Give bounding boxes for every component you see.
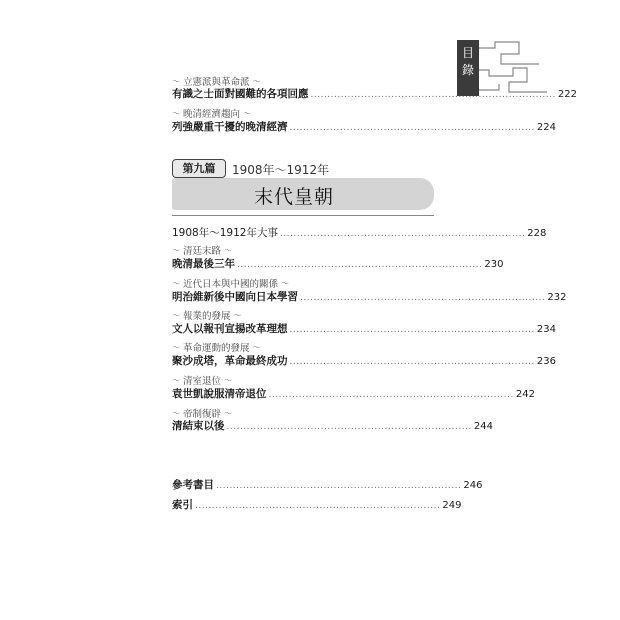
toc-entry[interactable] <box>172 340 556 368</box>
entry-line <box>172 86 577 101</box>
entry-section-label: 報業的發展 <box>183 311 231 322</box>
entry-line <box>172 289 567 304</box>
leader-dots: ......................................................................... <box>289 357 535 367</box>
entry-section <box>172 373 232 387</box>
part-title: 末代皇朝 <box>254 186 335 208</box>
ornament-icon: 〜 <box>224 408 233 418</box>
leader-dots: ......................................................................... <box>237 260 483 270</box>
entry-page: 224 <box>536 122 556 133</box>
toc-tab <box>457 40 479 96</box>
ornament-icon: 〜 <box>252 76 261 86</box>
toc-entry[interactable] <box>172 477 483 491</box>
entry-section <box>172 308 242 322</box>
entry-page: 244 <box>473 421 493 432</box>
part-label: 第九篇 <box>172 159 226 178</box>
ornament-icon: 〜 <box>172 408 180 418</box>
ornament-icon: 〜 <box>172 310 180 320</box>
entry-line <box>172 321 556 336</box>
entry-title: 有識之士面對國難的各項回應 <box>172 88 309 100</box>
entry-title: 清結束以後 <box>172 420 225 432</box>
leader-dots: ......................................................................... <box>226 422 472 432</box>
entry-page: 222 <box>557 89 577 100</box>
ornament-icon: 〜 <box>172 76 180 86</box>
part-years: 1908年～1912年 <box>232 163 330 177</box>
leader-dots: ......................................................................... <box>279 229 526 239</box>
ornament-icon: 〜 <box>243 108 252 118</box>
entry-title: 晚清最後三年 <box>172 258 235 270</box>
toc-tab-label-2: 錄 <box>461 63 474 77</box>
ornament-icon: 〜 <box>224 375 233 385</box>
entry-line <box>172 225 547 240</box>
entry-line <box>172 497 462 512</box>
ornament-icon: 〜 <box>172 342 180 352</box>
entry-line <box>172 477 483 492</box>
entry-page: 232 <box>547 292 567 303</box>
entry-line <box>172 418 493 433</box>
entry-title: 參考書目 <box>172 479 214 491</box>
toc-entry[interactable] <box>172 106 556 134</box>
ornament-icon: 〜 <box>172 108 180 118</box>
entry-page: 236 <box>536 356 556 367</box>
entry-page: 249 <box>442 500 462 511</box>
leader-dots: ......................................................................... <box>289 123 535 133</box>
entry-section-label: 清室退位 <box>183 376 222 387</box>
toc-entry[interactable] <box>172 373 535 401</box>
leader-dots: ......................................................................... <box>195 501 441 511</box>
entry-title: 列強嚴重干擾的晚清經濟 <box>172 121 288 133</box>
ornament-icon: 〜 <box>172 375 180 385</box>
entry-section <box>172 340 261 354</box>
entry-page: 246 <box>463 480 483 491</box>
entry-section-label: 清廷末路 <box>183 246 222 257</box>
ornament-icon: 〜 <box>172 245 180 255</box>
ornament-icon: 〜 <box>172 278 180 288</box>
entry-page: 242 <box>515 389 535 400</box>
entry-section <box>172 276 289 290</box>
toc-entry[interactable] <box>172 74 577 102</box>
entry-section-label: 立憲派與革命派 <box>183 77 250 88</box>
toc-tab-label-1: 目 <box>461 46 474 60</box>
leader-dots: ......................................................................... <box>216 481 462 491</box>
entry-page: 234 <box>536 324 556 335</box>
entry-title: 索引 <box>172 499 193 511</box>
entry-page: 228 <box>527 228 547 239</box>
toc-entry[interactable] <box>172 406 493 434</box>
toc-entry[interactable] <box>172 497 462 511</box>
toc-entry[interactable] <box>172 225 547 239</box>
entry-title: 1908年～1912年大事 <box>172 227 278 239</box>
divider <box>172 215 434 216</box>
entry-section <box>172 243 232 257</box>
ornament-icon: 〜 <box>233 310 242 320</box>
entry-page: 230 <box>484 259 504 270</box>
ornament-icon: 〜 <box>281 278 290 288</box>
ornament-icon: 〜 <box>224 245 233 255</box>
entry-title: 明治維新後中國向日本學習 <box>172 291 298 303</box>
entry-line <box>172 119 556 134</box>
entry-section-label: 近代日本與中國的關係 <box>183 279 279 290</box>
leader-dots: ......................................................................... <box>289 325 535 335</box>
leader-dots: ......................................................................... <box>268 390 514 400</box>
entry-line <box>172 386 535 401</box>
entry-section-label: 革命運動的發展 <box>183 343 250 354</box>
entry-title: 聚沙成塔，革命最終成功 <box>172 355 288 367</box>
ornament-icon: 〜 <box>252 342 261 352</box>
entry-title: 文人以報刊宣揚改革理想 <box>172 323 288 335</box>
entry-line <box>172 256 504 271</box>
toc-entry[interactable] <box>172 276 567 304</box>
entry-section <box>172 106 251 120</box>
entry-line <box>172 353 556 368</box>
entry-section-label: 晚清經濟趨向 <box>183 109 241 120</box>
leader-dots: ......................................................................... <box>310 90 556 100</box>
entry-title: 袁世凱說服清帝退位 <box>172 388 267 400</box>
toc-entry[interactable] <box>172 308 556 336</box>
entry-section-label: 帝制復辟 <box>183 409 222 420</box>
leader-dots: ......................................................................... <box>300 293 546 303</box>
toc-entry[interactable] <box>172 243 504 271</box>
